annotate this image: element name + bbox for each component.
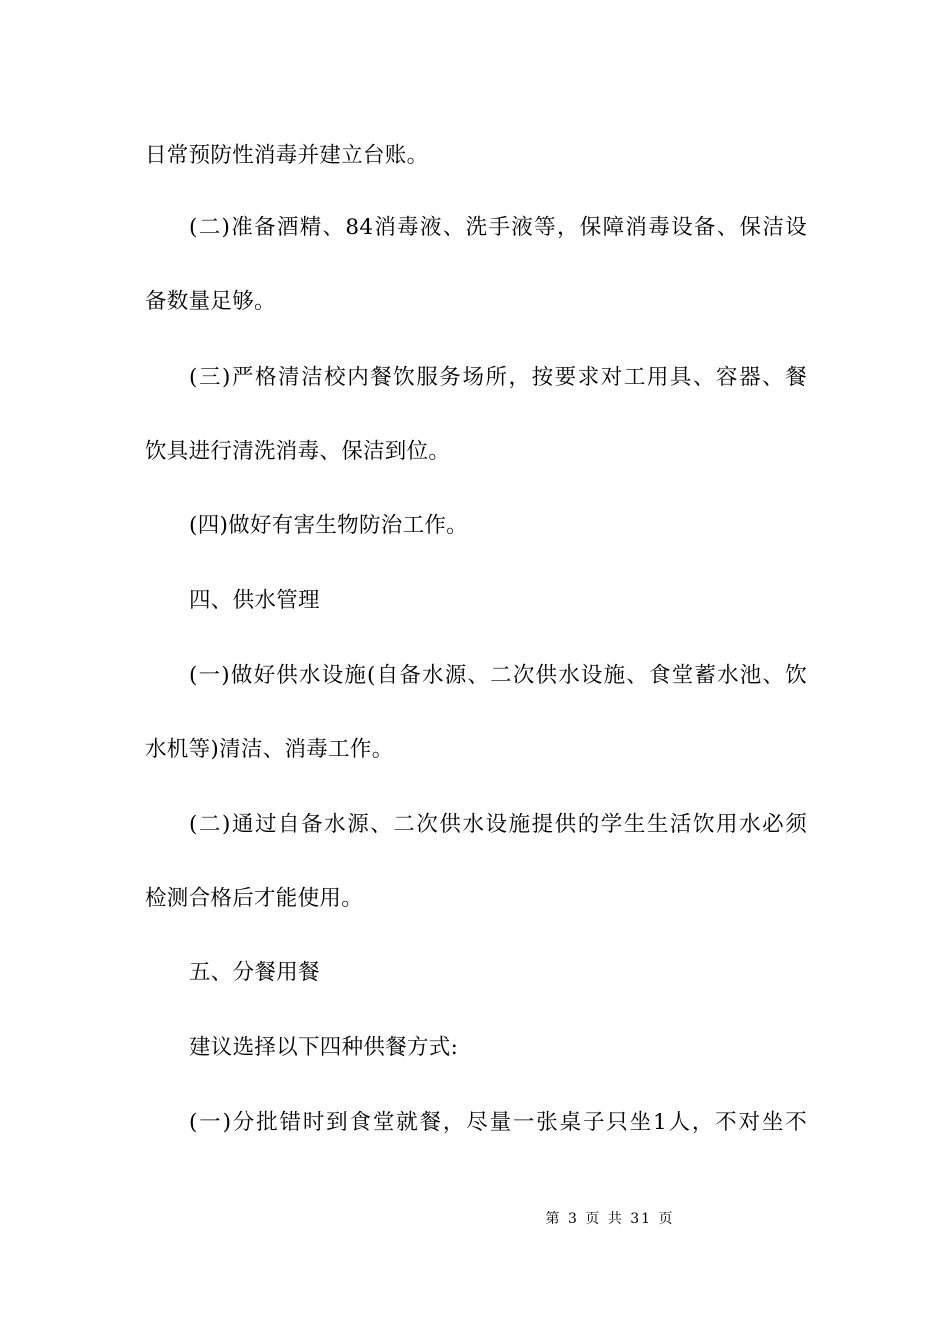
text-line-10: (二)通过自备水源、二次供水设施提供的学生生活饮用水必须 (189, 812, 807, 837)
text-line-9: 水机等)清洁、消毒工作。 (145, 737, 394, 762)
text-line-1: 日常预防性消毒并建立台账。 (145, 143, 429, 168)
text-line-2: (二)准备酒精、84消毒液、洗手液等，保障消毒设备、保洁设 (189, 215, 807, 240)
text-line-6: (四)做好有害生物防治工作。 (189, 513, 468, 538)
text-line-8: (一)做好供水设施(自备水源、二次供水设施、食堂蓄水池、饮 (189, 663, 807, 688)
text-line-14: (一)分批错时到食堂就餐，尽量一张桌子只坐1人，不对坐不 (189, 1110, 807, 1135)
section-heading-water-supply: 四、供水管理 (189, 588, 320, 613)
text-line-11: 检测合格后才能使用。 (145, 886, 364, 911)
text-line-3: 备数量足够。 (145, 289, 276, 314)
page-number-footer: 第 3 页 共 31 页 (545, 1211, 675, 1227)
text-line-4: (三)严格清洁校内餐饮服务场所，按要求对工用具、容器、餐 (189, 365, 807, 390)
section-heading-meal-service: 五、分餐用餐 (189, 960, 320, 985)
text-line-13: 建议选择以下四种供餐方式: (189, 1035, 459, 1060)
text-line-5: 饮具进行清洗消毒、保洁到位。 (145, 439, 451, 464)
